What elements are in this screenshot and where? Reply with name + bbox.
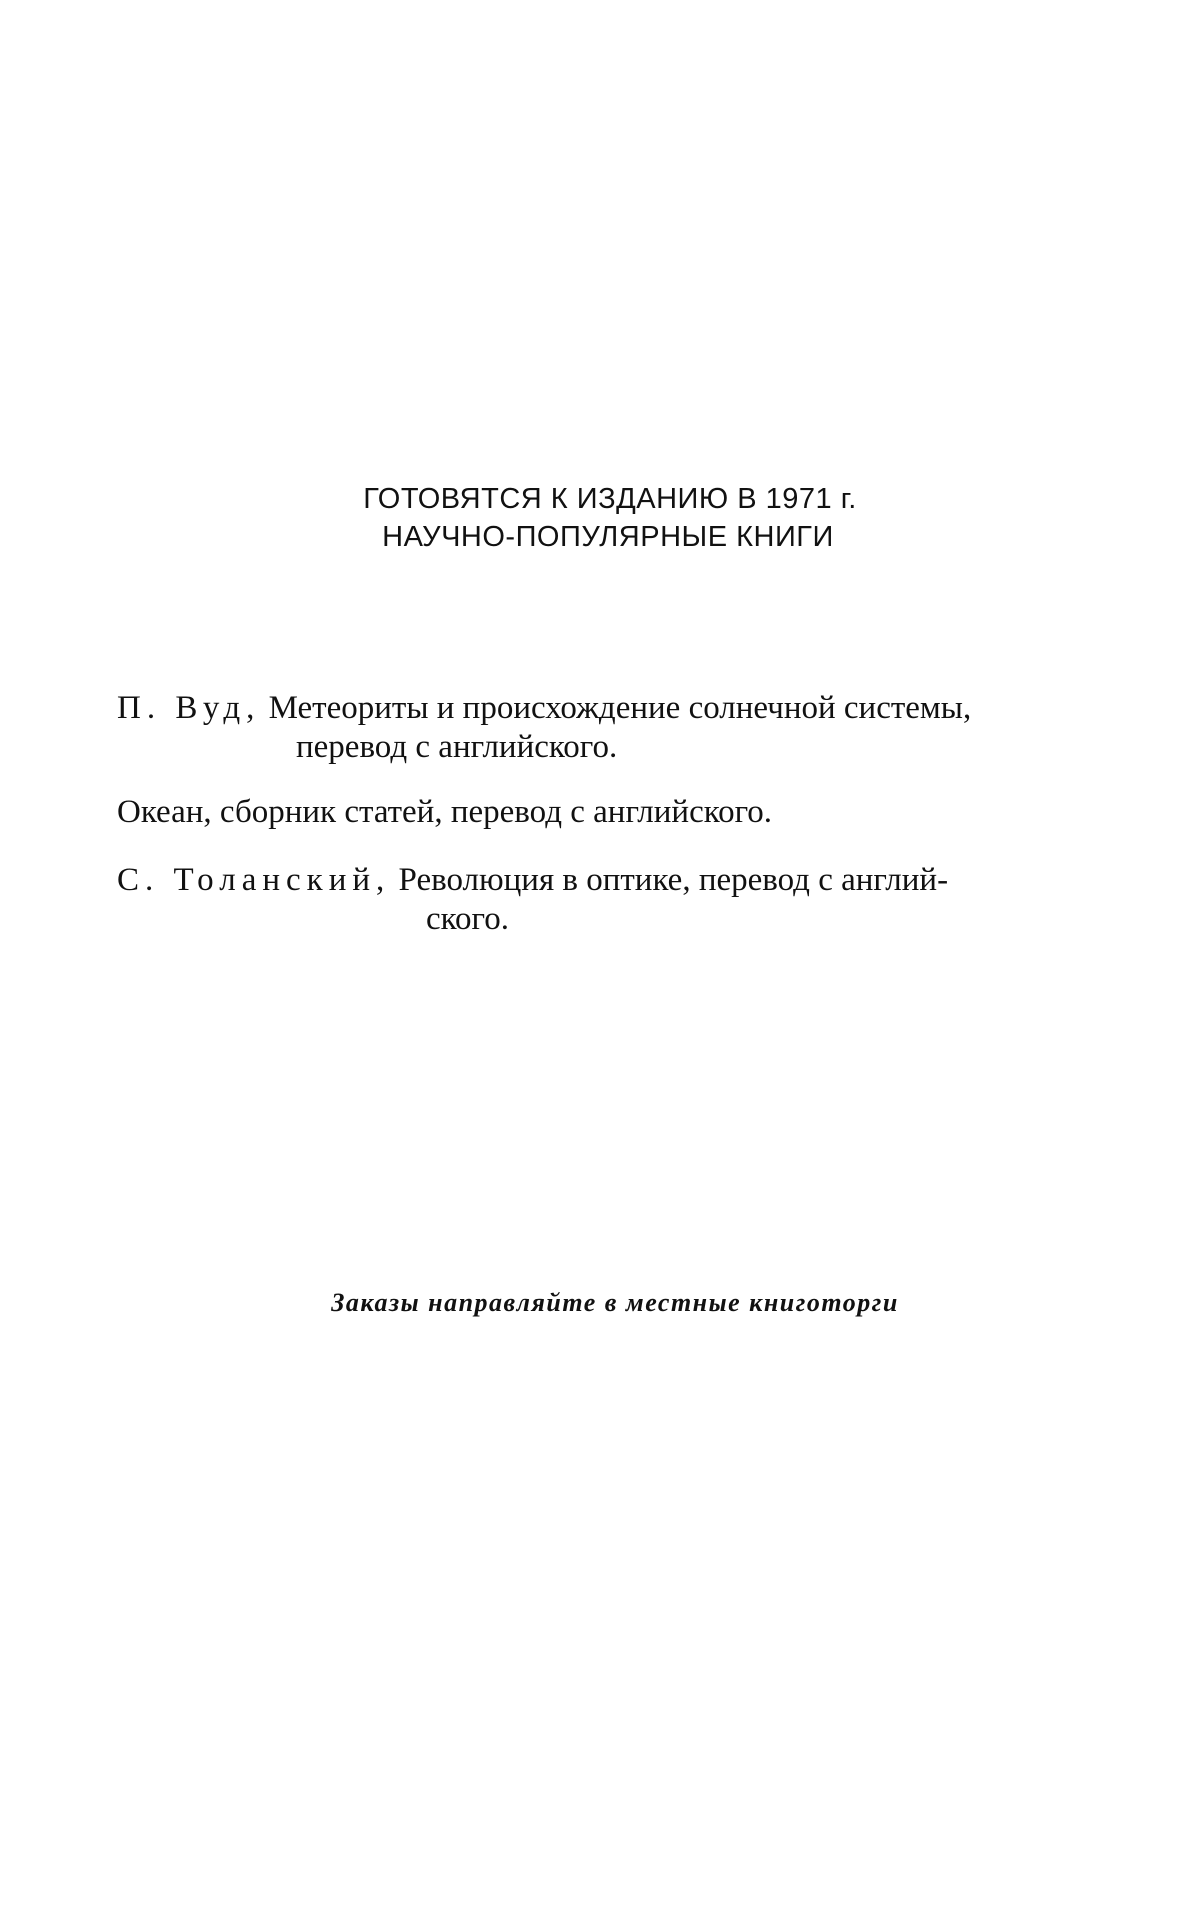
book-entry-wood xyxy=(117,688,971,728)
book-author: С. Толанский, xyxy=(117,862,391,898)
book-author: П. Вуд, xyxy=(117,690,261,726)
category-heading: НАУЧНО-ПОПУЛЯРНЫЕ КНИГИ xyxy=(382,521,834,553)
book-entry-continuation: ского. xyxy=(426,901,509,937)
book-entry-tolansky xyxy=(117,860,948,900)
book-entry-continuation: перевод с английского. xyxy=(296,729,618,765)
book-entry-ocean: Океан, сборник статей, перевод с английского. xyxy=(117,794,773,830)
announcement-heading: ГОТОВЯТСЯ К ИЗДАНИЮ В 1971 г. xyxy=(363,483,857,515)
book-title: Метеориты и происхождение солнечной системы, xyxy=(268,690,972,726)
order-note: Заказы направляйте в местные книготорги xyxy=(331,1288,899,1317)
book-title: Революция в оптике, перевод с англий- xyxy=(398,862,949,898)
